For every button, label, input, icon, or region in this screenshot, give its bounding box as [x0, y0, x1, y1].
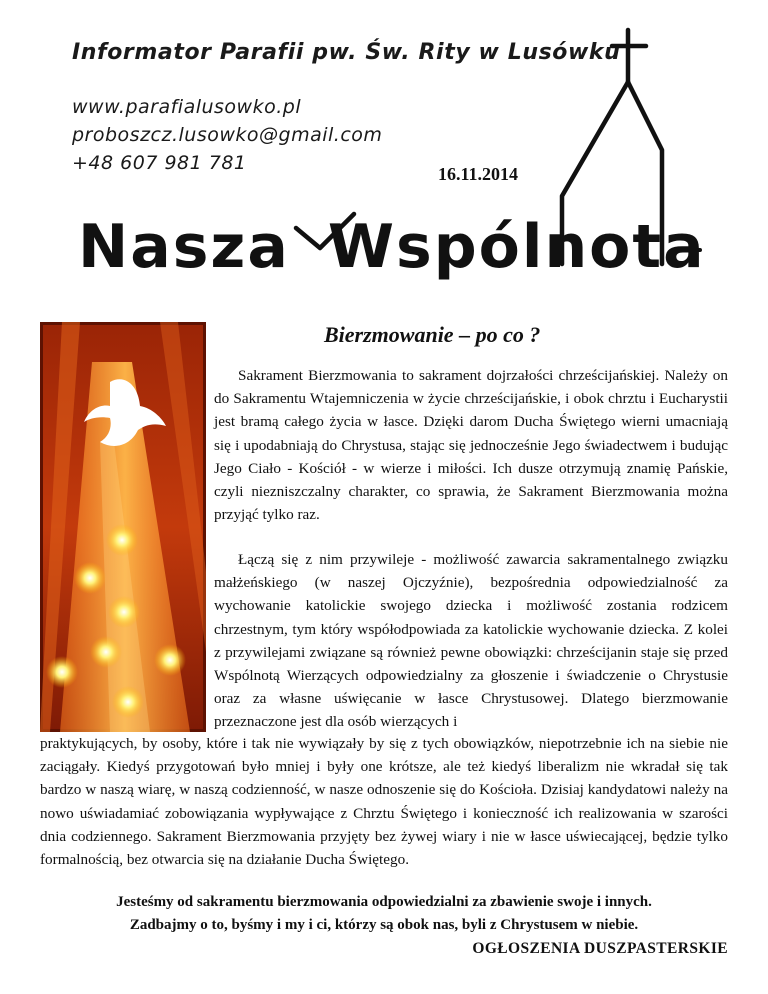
section-heading-announcements: OGŁOSZENIA DUSZPASTERSKIE: [472, 940, 728, 957]
holy-spirit-illustration: [40, 322, 206, 732]
phone-number: +48 607 981 781: [72, 152, 247, 174]
closing-line-1: Jesteśmy od sakramentu bierzmowania odpowiedzialni za zbawienie swoje i innych.: [116, 894, 652, 910]
masthead: [0, 0, 768, 300]
brand-word-wspolnota: Wspólnota: [327, 212, 706, 282]
closing-line-2: Zadbajmy o to, byśmy i my i ci, którzy są obok nas, byli z Chrystusem w niebie.: [129, 917, 639, 933]
article-paragraph-1: Sakrament Bierzmowania to sakrament dojrzałości chrześcijańskiej. Należy on do Sakramentu Wtajemniczenia w życie chrześcijańskie, i obok chrztu i Eucharystii jest bramą całego życia w łasce. Dzięki darom Ducha Świętego wierni umacniają się i upodabniają do Chrystusa, stając się jednocześnie Jego świadectwem i budując Jego Ciało - Kościół - w wierze i miłości. Ich dusze otrzymują znamię Pańskie, czyli niezniszczalny charakter, co sprawia, że Sakrament Bierzmowania można przyjąć tylko raz.: [214, 367, 728, 524]
article-paragraph-3: praktykujących, by osoby, które i tak nie wywiązały by się z tych obowiązków, niepotrzebnie ich na siebie nie zaciągały. Kiedyś przygotowań było mniej i były one krótsze, ale też kiedyś liberalizm nie wkradał się tak bardzo w naszą wiarę, w naszą codzienność, w nasze odnoszenie się do Kościoła. Dzisiaj kandydatowi należy na nowo uświadamiać zobowiązania wypływające z Chrztu Świętego i konieczność ich realizowania w szarości dnia codziennego. Sakrament Bierzmowania przyjęty bez żywej wiary i nie w łasce uświecającej, będzie tylko formalnością, bez otwarcia się na działanie Ducha Świętego.: [40, 735, 728, 869]
newsletter-brand: [78, 212, 706, 282]
website-link[interactable]: www.parafialusowko.pl: [72, 96, 302, 118]
article-headline: Bierzmowanie – po co ?: [324, 322, 541, 347]
issue-date: 16.11.2014: [438, 164, 519, 184]
masthead-title: Informator Parafii pw. Św. Rity w Lusówku: [72, 40, 621, 65]
article-paragraph-2: Łączą się z nim przywileje - możliwość zawarcia sakramentalnego związku małżeńskiego (w naszej Ojczyźnie), bezpośrednia odpowiedzialność za wychowanie katolickie swojego dziecka i możliwość zostania rodzicem chrzestnym, tym który współodpowiada za katolickie wychowanie dziecka. Z kolei z przywilejami związane są również pewne obowiązki: chrześcijanin staje się przed Wspólnotą Wierzących odpowiedzialny za głoszenie i świadczenie o Chrystusie oraz za własne uświęcanie w łasce Chrystusowej. Dlatego bierzmowanie przeznaczone jest dla osób wierzących i: [214, 551, 728, 731]
brand-word-nasza: Nasza: [78, 212, 290, 282]
email-link[interactable]: proboszcz.lusowko@gmail.com: [72, 124, 383, 146]
